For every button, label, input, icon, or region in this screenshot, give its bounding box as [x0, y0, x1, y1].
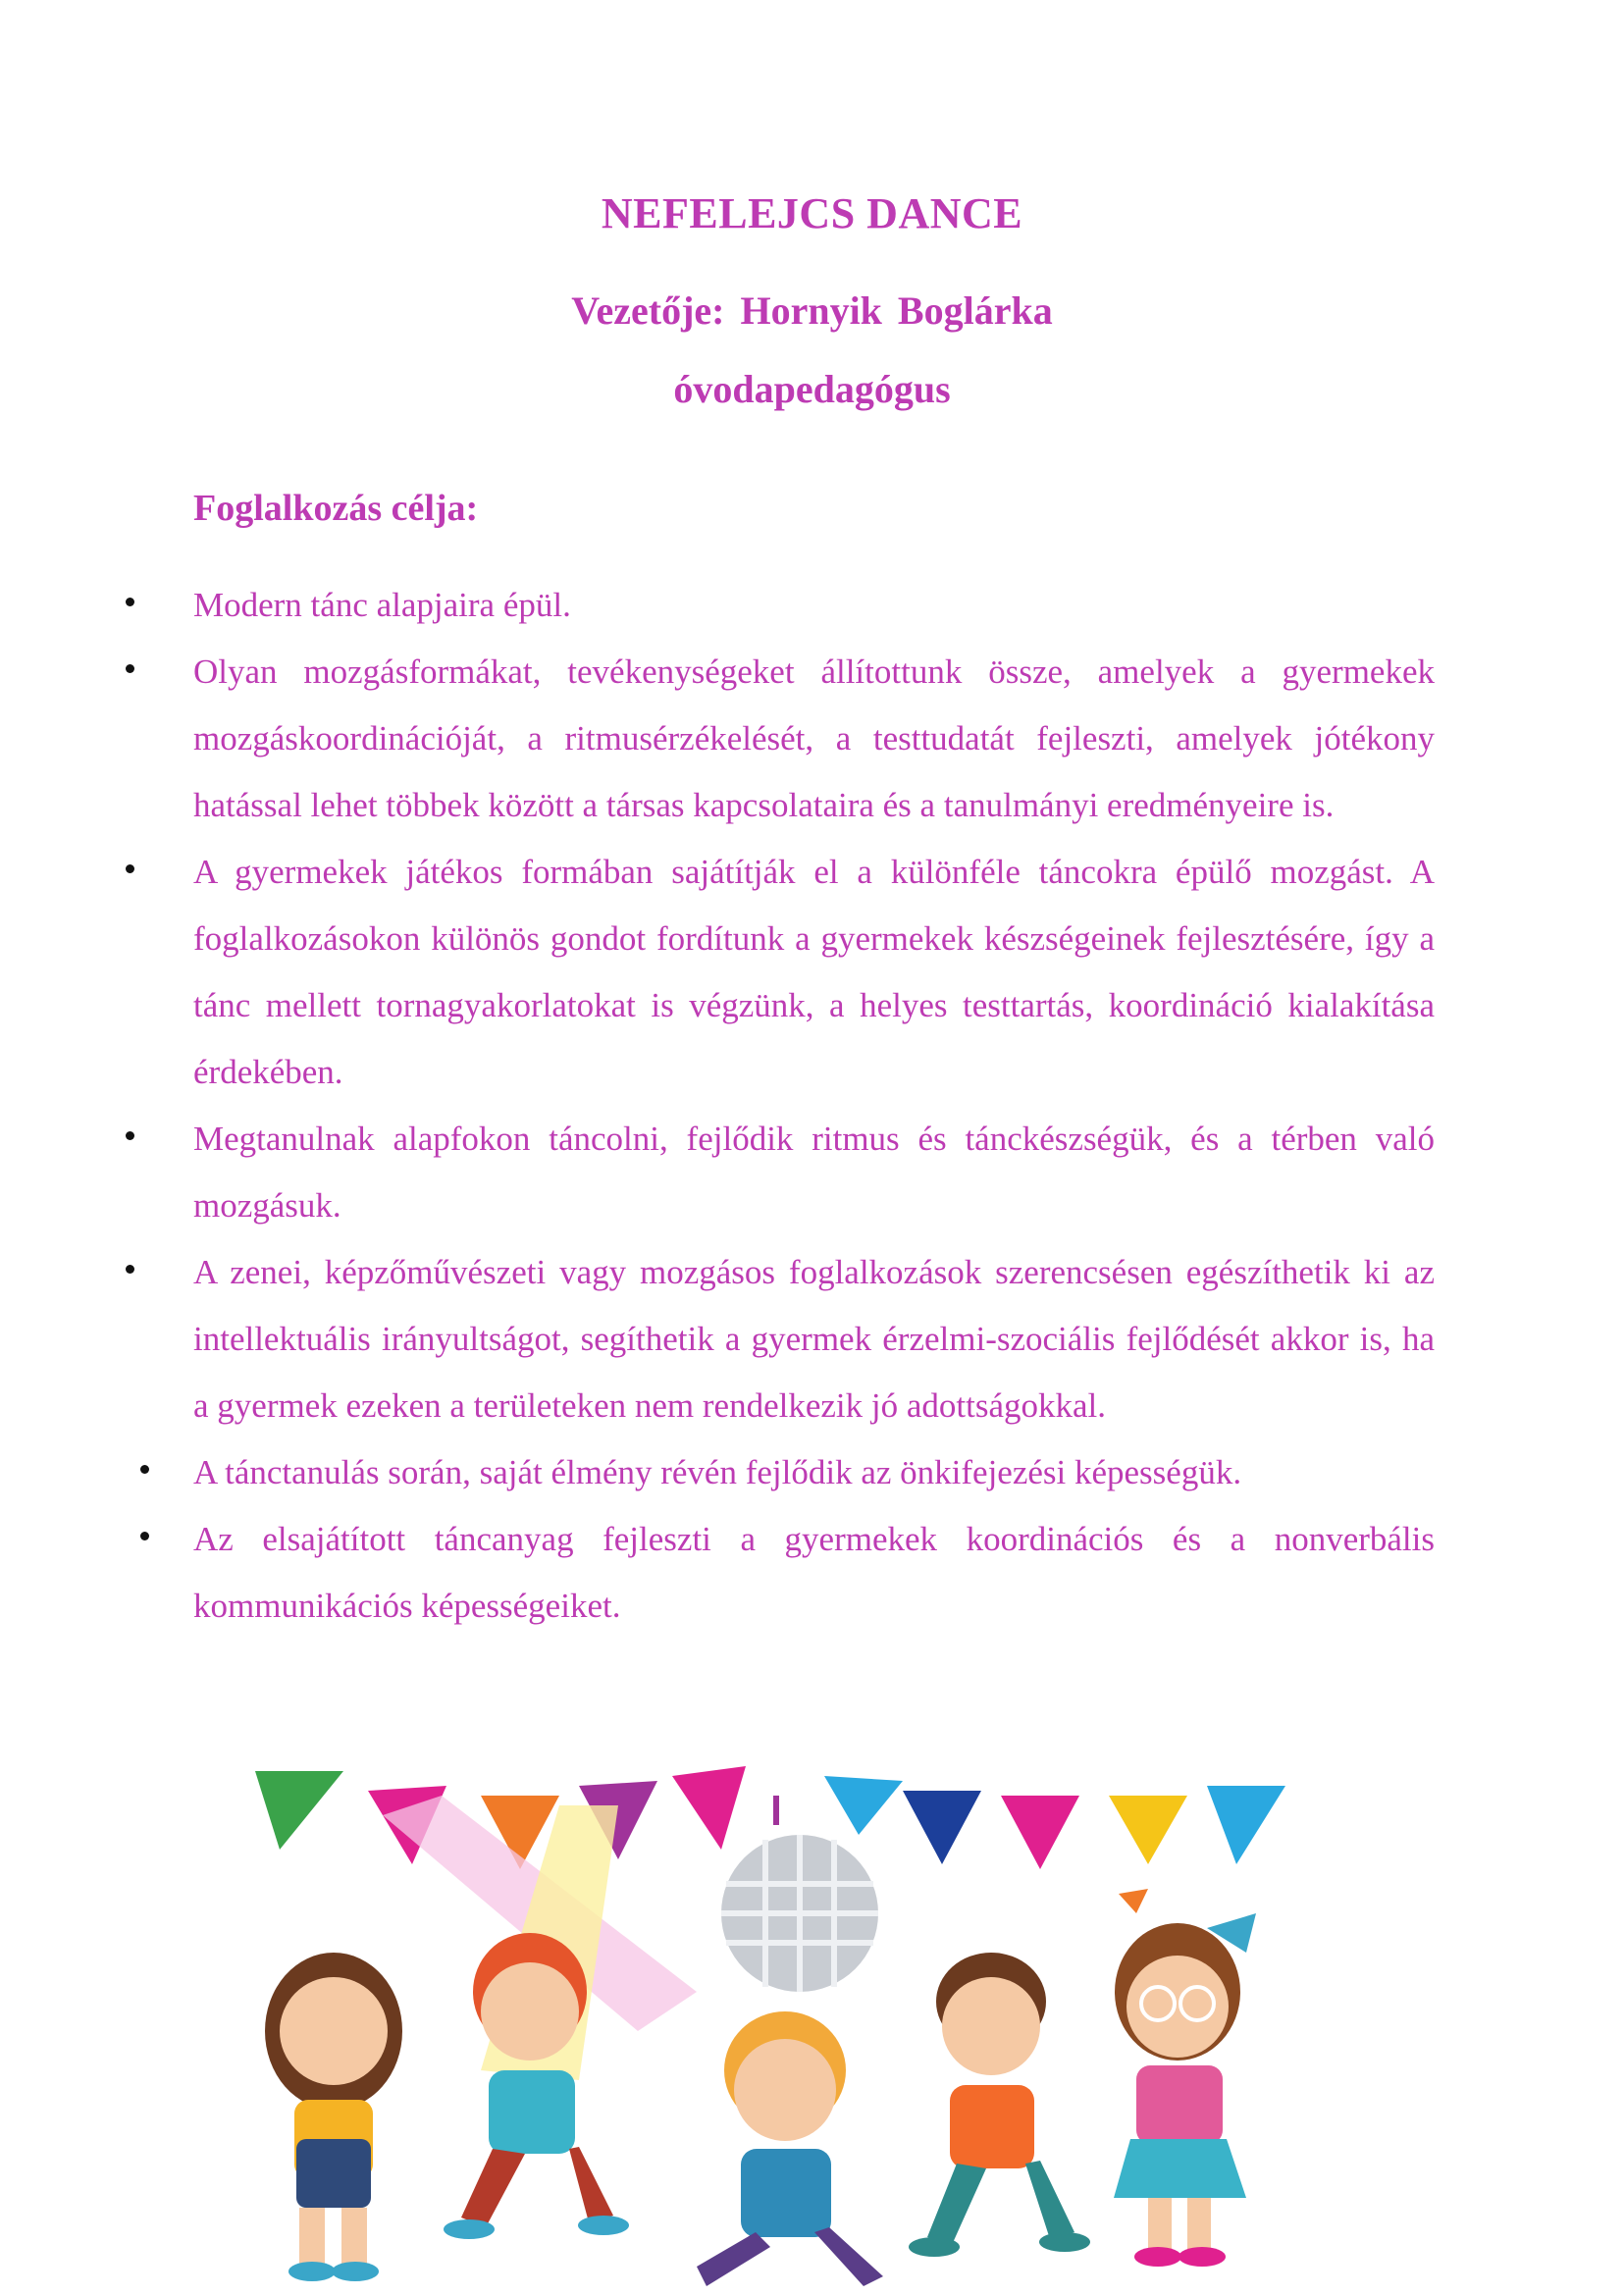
list-item-text: Modern tánc alapjaira épül.: [193, 586, 571, 624]
leader-line: Vezetője: Hornyik Boglárka: [571, 288, 1053, 333]
child-girl-overalls: [265, 1953, 402, 2281]
bunting-flag: [903, 1791, 981, 1864]
bunting-flag: [672, 1766, 746, 1850]
child-boy-blonde-center: [697, 2011, 883, 2286]
list-item: [0, 839, 1624, 1106]
child-boy-orange-shirt: [909, 1953, 1090, 2257]
bullet-dot-icon: [140, 1465, 149, 1474]
list-item: [0, 1239, 1624, 1439]
bunting-flag: [1119, 1889, 1148, 1913]
dancing-children-illustration: [236, 1756, 1335, 2286]
bullet-dot-icon: [126, 664, 134, 673]
goals-list: [0, 572, 1624, 1640]
document-title: NEFELEJCS DANCE: [601, 189, 1023, 237]
bunting-flag: [1001, 1796, 1079, 1869]
bullet-dot-icon: [126, 1131, 134, 1140]
leader-role: óvodapedagógus: [673, 367, 951, 411]
list-item: [0, 1439, 1624, 1506]
list-item-text: Az elsajátított táncanyag fejleszti a gyermekek koordinációs és a nonverbális kommunikációs képességeiket.: [193, 1520, 1435, 1625]
list-item: [0, 1106, 1624, 1239]
child-girl-glasses: [1114, 1913, 1256, 2267]
bullet-dot-icon: [126, 598, 134, 606]
bullet-dot-icon: [140, 1532, 149, 1540]
list-item-text: Olyan mozgásformákat, tevékenységeket állítottunk össze, amelyek a gyermekek mozgáskoordinációját, a ritmusérzékelését, a testtudatát fejleszti, amelyek jótékony hatással lehet többek között a társas kapcsolataira és a tanulmányi eredményeire is.: [193, 652, 1435, 824]
bunting-flag: [1109, 1796, 1187, 1864]
list-item-text: Megtanulnak alapfokon táncolni, fejlődik ritmus és tánckészségük, és a térben való mozgásuk.: [193, 1120, 1435, 1225]
bunting-flag: [824, 1776, 903, 1835]
bullet-dot-icon: [126, 1265, 134, 1274]
bunting-flag: [255, 1771, 343, 1850]
section-heading: Foglalkozás célja:: [193, 488, 479, 529]
list-item-text: A gyermekek játékos formában sajátítják el a különféle táncokra épülő mozgást. A foglalkozásokon különös gondot fordítunk a gyermekek készségeinek fejlesztésére, így a tánc mellett tornagyakorlatokat is végzünk, a helyes testtartás, koordináció kialakítása érdekében.: [193, 853, 1435, 1091]
list-item: [0, 639, 1624, 839]
list-item-text: A zenei, képzőművészeti vagy mozgásos foglalkozások szerencsésen egészíthetik ki az intellektuális irányultságot, segíthetik a gyermek érzelmi-szociális fejlődését akkor is, ha a gyermek ezeken a területeken nem rendelkezik jó adottságokkal.: [193, 1253, 1435, 1425]
mirror-ball-string: [773, 1796, 779, 1825]
bullet-dot-icon: [126, 864, 134, 873]
list-item: [0, 1506, 1624, 1640]
mirror-ball-icon: [721, 1835, 878, 1992]
bunting-flag: [1207, 1786, 1285, 1864]
list-item: [0, 572, 1624, 639]
list-item-text: A tánctanulás során, saját élmény révén fejlődik az önkifejezési képességük.: [193, 1453, 1242, 1491]
